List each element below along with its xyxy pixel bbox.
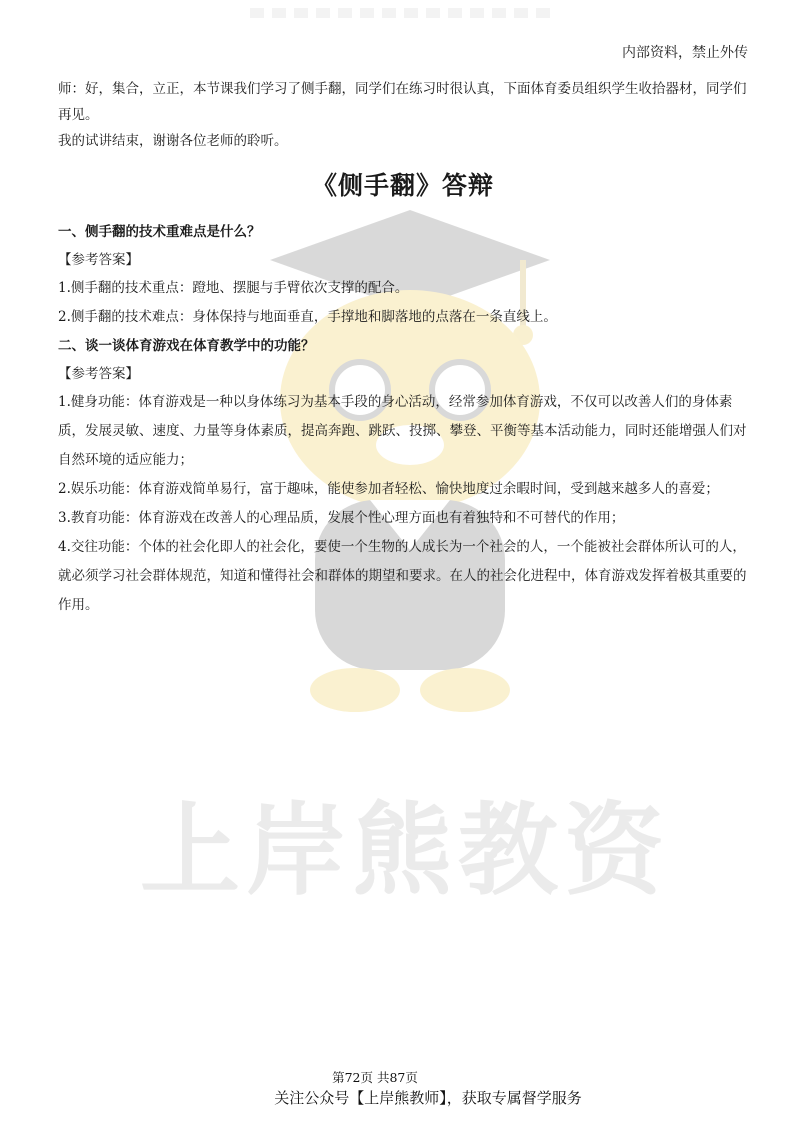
- page-title: 《侧手翻》答辩: [311, 171, 494, 200]
- promo-text: 关注公众号【上岸熊教师】，获取专属督学服务: [274, 1089, 582, 1107]
- watermark-brand-text: 上岸熊教资: [140, 792, 670, 909]
- answer-item: 2.侧手翻的技术难点：身体保持与地面垂直，手撑地和脚落地的点落在一条直线上。: [58, 309, 557, 325]
- reference-answer-label-1: 【参考答案】: [58, 252, 139, 268]
- answer-item: 1.侧手翻的技术重点：蹬地、摆腿与手臂依次支撑的配合。: [58, 280, 409, 296]
- page-number: 第72页 共87页: [332, 1070, 418, 1085]
- lesson-closing-paragraph: 师：好，集合，立正，本节课我们学习了侧手翻，同学们在练习时很认真，下面体育委员组织学生收拾器材，同学们再见。: [58, 81, 747, 123]
- reference-answer-label-2: 【参考答案】: [58, 366, 139, 382]
- question-1: 一、侧手翻的技术重难点是什么？: [58, 224, 261, 240]
- answer-item: 4.交往功能：个体的社会化即人的社会化，要使一个生物的人成长为一个社会的人，一个能被社会群体所认可的人，就必须学习社会群体规范，知道和懂得社会和群体的期望和要求。在人的社会化进程中，体育游戏发挥着极其重要的作用。: [58, 539, 747, 613]
- header-strip: [250, 8, 550, 18]
- lesson-end-remark: 我的试讲结束，谢谢各位老师的聆听。: [58, 133, 288, 149]
- answer-item: 1.健身功能：体育游戏是一种以身体练习为基本手段的身心活动，经常参加体育游戏，不仅可以改善人们的身体素质，发展灵敏、速度、力量等身体素质，提高奔跑、跳跃、投掷、攀登、平衡等基本活动能力，同时还能增强人们对自然环境的适应能力；: [58, 394, 747, 468]
- confidential-note: 内部资料，禁止外传: [622, 45, 748, 61]
- document-body: [58, 76, 748, 620]
- answer-item: 2.娱乐功能：体育游戏简单易行，富于趣味，能使参加者轻松、愉快地度过余暇时间，受到越来越多人的喜爱；: [58, 481, 719, 497]
- question-2: 二、谈一谈体育游戏在体育教学中的功能？: [58, 338, 315, 354]
- answer-item: 3.教育功能：体育游戏在改善人的心理品质，发展个性心理方面也有着独特和不可替代的作用；: [58, 510, 625, 526]
- page-footer: [0, 1068, 800, 1108]
